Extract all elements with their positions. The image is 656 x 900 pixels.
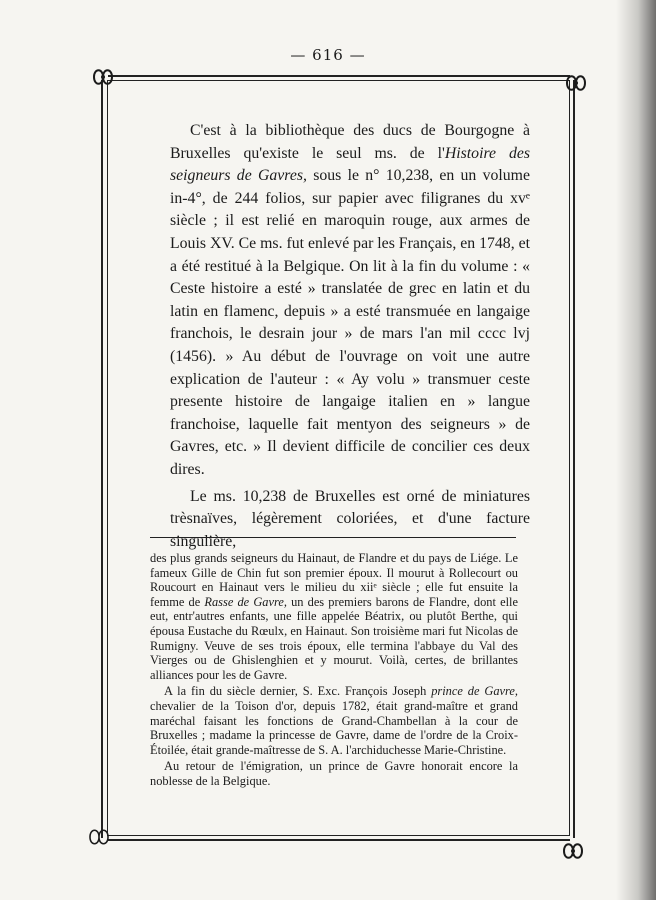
frame-rule-right <box>573 80 575 838</box>
paragraph: Le ms. 10,238 de Bruxelles est orné de miniatures trèsnaïves, légèrement coloriées, et d'une facture singulière, <box>170 487 530 550</box>
footnote: A la fin du siècle dernier, S. Exc. François Joseph prince de Gavre, chevalier de la Toison d'or, depuis 1782, était grand-maître et grand maréchal faisant les fonctions de Grand-Chambellan à la cour de Bruxelles ; madame la princesse de Gavre, dame de l'ordre de la Croix-Étoilée, était grande-maîtresse de S. A. l'archiduchesse Marie-Christine. <box>150 684 518 757</box>
frame-rule-bottom <box>108 839 570 841</box>
flourish-icon <box>90 64 116 90</box>
footnote: Au retour de l'émigration, un prince de Gavre honorait encore la noblesse de la Belgique. <box>150 759 518 788</box>
flourish-icon <box>86 824 112 850</box>
paragraph: C'est à la bibliothèque des ducs de Bourgogne à Bruxelles qu'existe le seul ms. de l'Histoire des seigneurs de Gavres, sous le n° 10,238, en un volume in-4°, de 244 folios, sur papier avec filigranes du xvᵉ siècle ; il est relié en maroquin rouge, aux armes de Louis XV. Ce ms. fut enlevé par les Français, en 1748, et a été restitué à la Belgique. On lit à la fin du volume : « Ceste histoire a esté » translatée de grec en latin et du latin en flamenc, depuis » a esté transmuée en langaige franchois, le desrain jour » de mars l'an mil cccc lvj (1456). » Au début de l'ouvrage on voit une autre explication de l'auteur : « Ay volu » transmuer ceste presente histoire de langaige italien en » langue franchoise, laquelle fait mentyon des seigneurs » de Gavres, etc. » Il devient difficile de concilier ces deux dires. <box>170 122 530 478</box>
frame-rule-top <box>108 75 570 77</box>
flourish-icon <box>563 70 589 96</box>
footnotes <box>150 551 518 789</box>
page-number: — 616 — <box>290 46 366 64</box>
work-title: Histoire des seigneurs de Gavres, <box>170 144 530 185</box>
frame-rule-left <box>101 80 103 838</box>
page-edge-shadow <box>616 0 656 900</box>
main-text <box>170 120 530 553</box>
footnote: des plus grands seigneurs du Hainaut, de Flandre et du pays de Liége. Le fameux Gille de Chin fut son premier époux. Il mourut à Rollecourt ou Roucourt en Hainaut vers le milieu du xiiᵉ siècle ; elle fut ensuite la femme de Rasse de Gavre, un des premiers barons de Flandre, dont elle eut, entr'autres enfants, une fille appelée Béatrix, ou plutôt Berthe, qui épousa Eustache du Rœulx, en Hainaut. Son troisième mari fut Nicolas de Rumigny. Veuve de ses trois époux, elle termina l'abbaye du Val des Vierges ou de Ghislenghien et y mourut. Voilà, certes, de brillantes alliances pour les de Gavre. <box>150 551 518 682</box>
flourish-icon <box>560 838 586 864</box>
footnote-separator <box>150 537 516 538</box>
